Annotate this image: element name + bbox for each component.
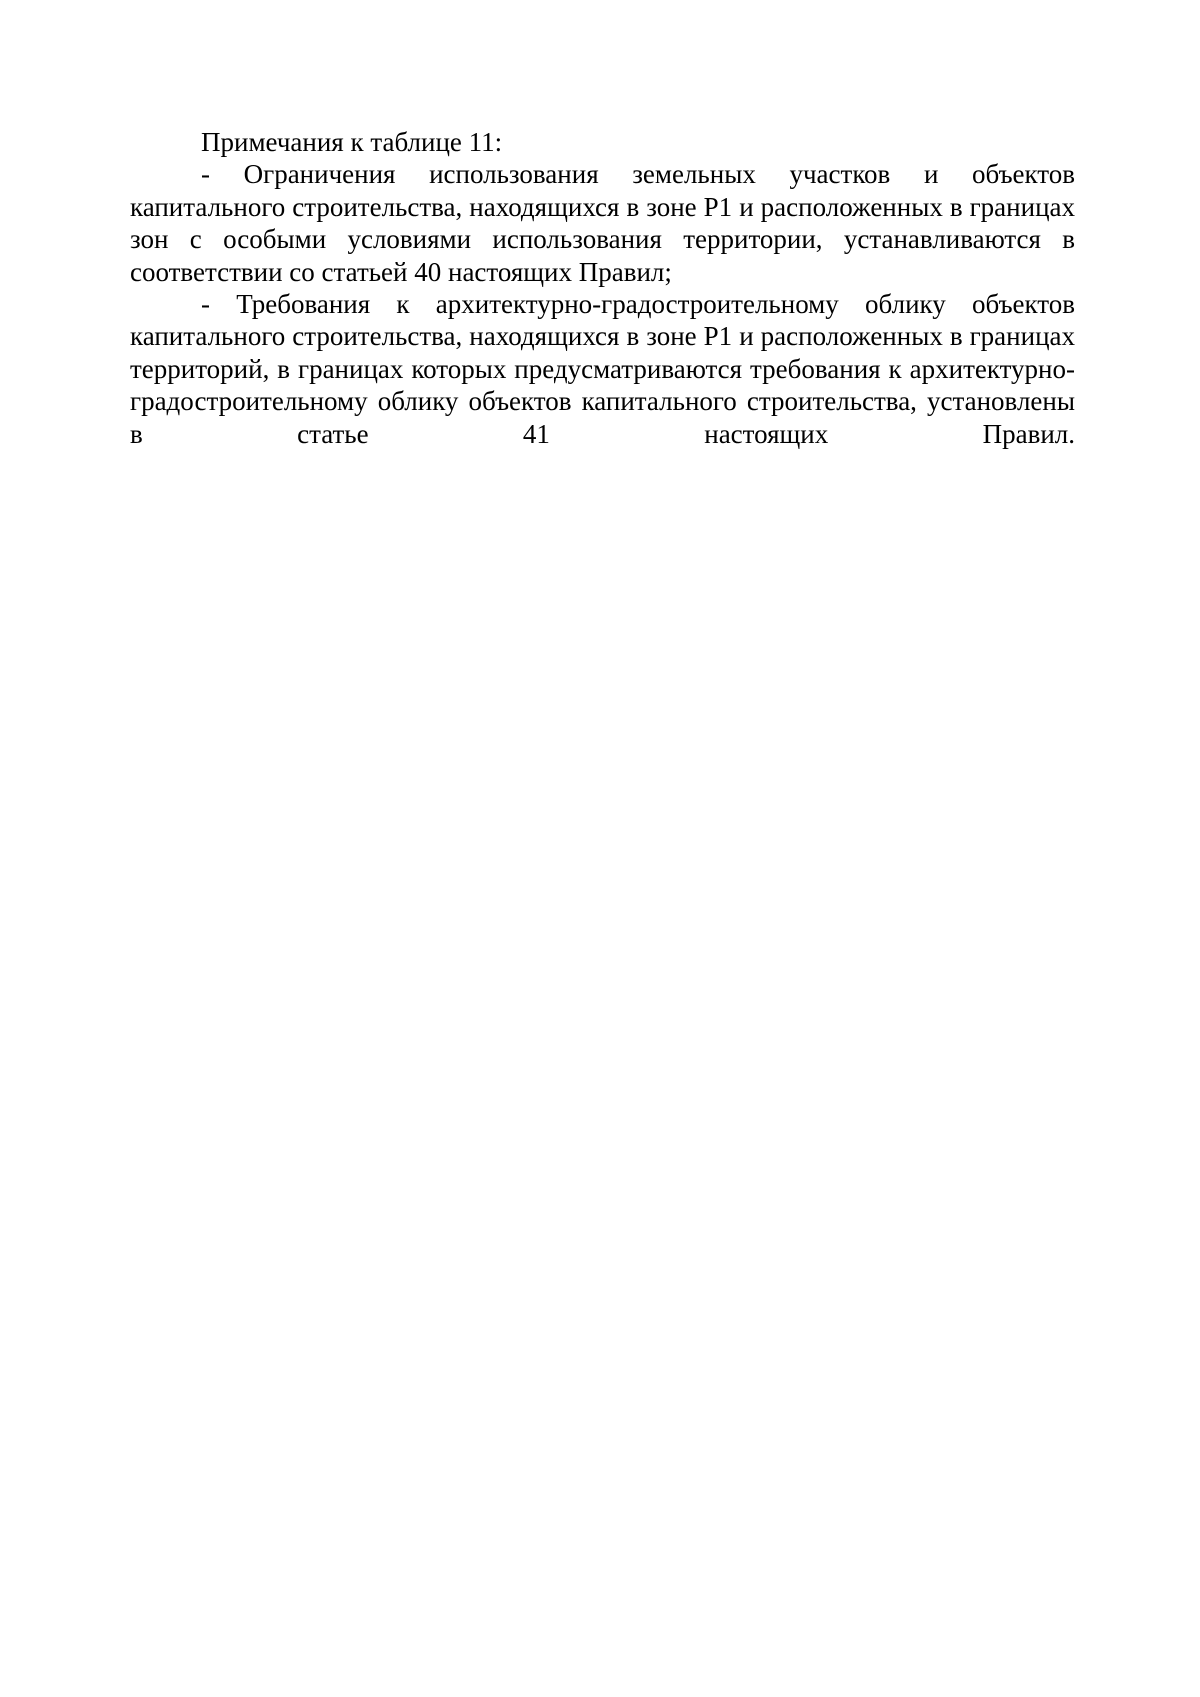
notes-block <box>130 126 1075 450</box>
note-paragraph-zones: - Ограничения использования земельных участков и объектов капитального строительства, находящихся в зоне Р1 и расположенных в границах зон с особыми условиями использования территории, устанавливаются в соответствии со статьей 40 настоящих Правил; <box>130 159 1075 287</box>
note-paragraph-architecture: - Требования к архитектурно-градостроительному облику объектов капитального строительства, находящихся в зоне Р1 и расположенных в границах территорий, в границах которых предусматриваются требования к архитектурно-градостроительному облику объектов капитального строительства, установлены в статье 41 настоящих Правил. <box>130 289 1075 449</box>
notes-heading: Примечания к таблице 11: <box>201 127 503 157</box>
